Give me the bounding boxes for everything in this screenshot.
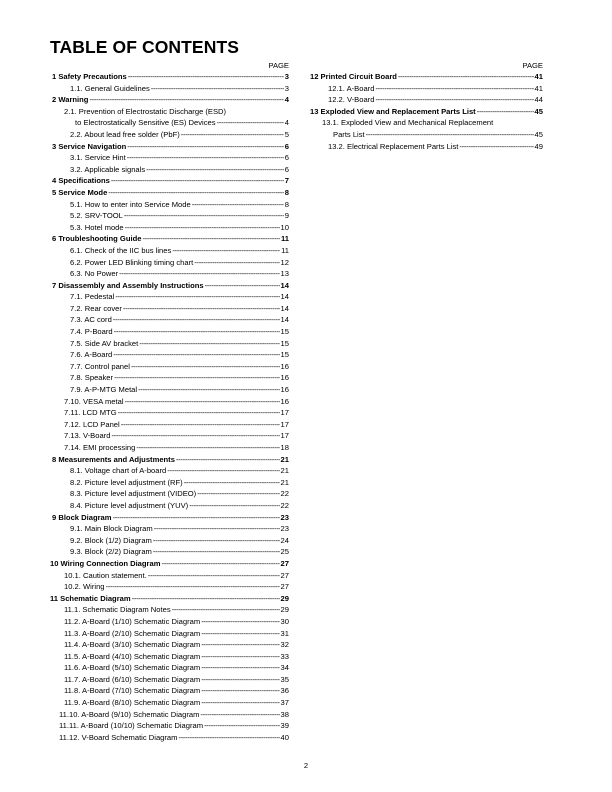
dot-leader xyxy=(178,732,279,744)
dot-leader xyxy=(131,361,280,373)
toc-entry[interactable] xyxy=(50,361,289,373)
toc-entry[interactable] xyxy=(50,222,289,234)
dot-leader xyxy=(127,141,283,153)
toc-entry-title: 6.3. No Power xyxy=(70,269,119,279)
toc-entry-title: 7.9. A-P-MTG Metal xyxy=(70,385,138,395)
toc-entry-title: 3 Service Navigation xyxy=(52,141,127,151)
toc-section-entry[interactable] xyxy=(50,71,289,83)
toc-entry-page: 17 xyxy=(280,408,289,418)
toc-entry-page: 39 xyxy=(280,721,289,731)
toc-entry-page: 37 xyxy=(280,698,289,708)
dot-leader xyxy=(205,280,280,292)
dot-leader xyxy=(124,210,284,222)
toc-entry[interactable] xyxy=(308,141,543,153)
toc-entry[interactable] xyxy=(50,199,289,211)
toc-entry-page: 6 xyxy=(284,164,289,174)
toc-entry[interactable] xyxy=(50,106,289,129)
toc-entry-title: 6.1. Check of the IIC bus lines xyxy=(70,245,172,255)
toc-entry-page: 23 xyxy=(280,512,289,522)
toc-entry-page: 41 xyxy=(534,72,543,81)
toc-entry[interactable] xyxy=(50,720,289,732)
dot-leader xyxy=(148,570,280,582)
toc-entry[interactable] xyxy=(50,384,289,396)
toc-entry-title: 12 Printed Circuit Board xyxy=(310,72,397,81)
toc-entry-title: 7.1. Pedestal xyxy=(70,292,115,302)
toc-entry-page: 4 xyxy=(284,118,289,128)
toc-entry-page: 14 xyxy=(280,303,289,313)
toc-entry[interactable] xyxy=(50,465,289,477)
toc-entry[interactable] xyxy=(50,291,289,303)
toc-entry-title: 8.1. Voltage chart of A-board xyxy=(70,466,167,476)
dot-leader xyxy=(111,175,284,187)
toc-entry-title: 6 Troubleshooting Guide xyxy=(52,234,142,244)
dot-leader xyxy=(201,616,279,628)
dot-leader xyxy=(201,674,279,686)
dot-leader xyxy=(197,488,279,500)
toc-entry[interactable] xyxy=(50,674,289,686)
toc-entry-title: 13.2. Electrical Replacement Parts List xyxy=(328,141,459,151)
toc-entry-page: 12 xyxy=(280,257,289,267)
toc-entry[interactable] xyxy=(50,651,289,663)
toc-entry-title: 11.10. A-Board (9/10) Schematic Diagram xyxy=(59,709,200,719)
page-column-header: PAGE xyxy=(268,61,289,70)
toc-entry-page: 22 xyxy=(280,489,289,499)
toc-entry[interactable] xyxy=(50,326,289,338)
toc-entry[interactable] xyxy=(50,500,289,512)
toc-entry-title: 10 Wiring Connection Diagram xyxy=(50,558,161,568)
toc-entry-page: 34 xyxy=(280,663,289,673)
toc-entry-page: 49 xyxy=(534,141,543,151)
toc-entry-page: 40 xyxy=(280,732,289,742)
toc-entry[interactable] xyxy=(50,477,289,489)
toc-entry-title: 11.3. A-Board (2/10) Schematic Diagram xyxy=(64,628,201,638)
toc-section-entry[interactable] xyxy=(50,175,289,187)
toc-entry-page: 16 xyxy=(280,396,289,406)
dot-leader xyxy=(167,465,279,477)
toc-entry-title: 11.9. A-Board (8/10) Schematic Diagram xyxy=(64,698,201,708)
toc-entry-title: 11.4. A-Board (3/10) Schematic Diagram xyxy=(64,640,201,650)
toc-entry[interactable] xyxy=(50,697,289,709)
toc-entry[interactable] xyxy=(50,164,289,176)
toc-entry-page: 45 xyxy=(534,129,543,139)
toc-entry-page: 29 xyxy=(280,593,289,603)
toc-entry-page: 32 xyxy=(280,640,289,650)
toc-entry-page: 16 xyxy=(280,373,289,383)
toc-entry-title: 8.4. Picture level adjustment (YUV) xyxy=(70,500,189,510)
dot-leader xyxy=(125,222,280,234)
toc-entry-title: 10.2. Wiring xyxy=(64,582,105,592)
toc-entry-page: 3 xyxy=(284,83,289,93)
toc-entry[interactable] xyxy=(50,396,289,408)
toc-entry[interactable] xyxy=(50,685,289,697)
dot-leader xyxy=(125,396,280,408)
dot-leader xyxy=(128,71,284,83)
toc-entry-page: 17 xyxy=(280,431,289,441)
toc-entry[interactable] xyxy=(50,535,289,547)
toc-entry-title: 2.1. Prevention of Electrostatic Discharge (ESD) xyxy=(64,106,227,116)
dot-leader xyxy=(201,628,279,640)
dot-leader xyxy=(153,546,280,558)
toc-entry-page: 45 xyxy=(534,106,543,116)
toc-entry-title: 9 Block Diagram xyxy=(52,512,112,522)
dot-leader xyxy=(375,83,533,95)
toc-section-entry[interactable] xyxy=(308,71,543,83)
toc-entry-title: 11.7. A-Board (6/10) Schematic Diagram xyxy=(64,674,201,684)
toc-entry-title: 13 Exploded View and Replacement Parts List xyxy=(310,106,476,116)
toc-entry[interactable] xyxy=(50,628,289,640)
dot-leader xyxy=(132,593,280,605)
dot-leader xyxy=(113,349,279,361)
toc-entry[interactable] xyxy=(50,152,289,164)
toc-entry[interactable] xyxy=(50,407,289,419)
toc-entry[interactable] xyxy=(50,546,289,558)
toc-entry-page: 41 xyxy=(534,83,543,93)
toc-entry[interactable] xyxy=(50,83,289,95)
dot-leader xyxy=(136,442,279,454)
toc-entry-page: 15 xyxy=(280,338,289,348)
toc-section-entry[interactable] xyxy=(308,106,543,118)
dot-leader xyxy=(459,141,533,153)
toc-entry-title: 7.6. A-Board xyxy=(70,350,113,360)
dot-leader xyxy=(108,187,283,199)
toc-entry-page: 21 xyxy=(280,477,289,487)
toc-entry-page: 16 xyxy=(280,361,289,371)
toc-entry-title: 8.2. Picture level adjustment (RF) xyxy=(70,477,183,487)
toc-entry-title: 5 Service Mode xyxy=(52,187,108,197)
dot-leader xyxy=(217,117,284,129)
toc-entry-title: 1.1. General Guidelines xyxy=(70,83,150,93)
toc-entry-title: 7.12. LCD Panel xyxy=(64,419,120,429)
toc-entry-page: 4 xyxy=(284,95,289,105)
toc-entry[interactable] xyxy=(50,662,289,674)
toc-entry-page: 13 xyxy=(280,269,289,279)
toc-entry-page: 6 xyxy=(284,141,289,151)
toc-entry[interactable] xyxy=(50,732,289,744)
toc-entry-page: 8 xyxy=(284,199,289,209)
toc-entry-page: 33 xyxy=(280,651,289,661)
toc-entry-page: 14 xyxy=(280,280,289,290)
dot-leader xyxy=(176,454,280,466)
toc-entry[interactable] xyxy=(50,245,289,257)
toc-entry-title: 6.2. Power LED Blinking timing chart xyxy=(70,257,194,267)
dot-leader xyxy=(151,83,284,95)
toc-entry-page: 14 xyxy=(280,292,289,302)
dot-leader xyxy=(204,720,279,732)
toc-entry-page: 5 xyxy=(284,129,289,139)
dot-leader xyxy=(189,500,279,512)
toc-entry-page: 25 xyxy=(280,547,289,557)
toc-entry-page: 44 xyxy=(534,95,543,105)
dot-leader xyxy=(194,257,279,269)
dot-leader xyxy=(153,535,280,547)
toc-entry-page: 21 xyxy=(280,454,289,464)
toc-entry-title: 13.1. Exploded View and Mechanical Replacement xyxy=(322,118,494,128)
toc-list xyxy=(50,71,289,743)
toc-entry-title: 11.1. Schematic Diagram Notes xyxy=(64,605,171,615)
dot-leader xyxy=(477,106,534,118)
toc-entry[interactable] xyxy=(308,83,543,95)
dot-leader xyxy=(201,685,279,697)
dot-leader xyxy=(111,430,279,442)
dot-leader xyxy=(200,709,279,721)
toc-entry-title: 7.4. P-Board xyxy=(70,327,113,337)
dot-leader xyxy=(113,314,280,326)
toc-entry-page: 27 xyxy=(280,582,289,592)
toc-entry[interactable] xyxy=(50,581,289,593)
toc-entry-page: 31 xyxy=(280,628,289,638)
toc-left-column xyxy=(50,60,289,743)
dot-leader xyxy=(201,651,279,663)
dot-leader xyxy=(113,512,280,524)
toc-entry[interactable] xyxy=(50,372,289,384)
toc-entry-title: 7.14. EMI processing xyxy=(64,443,136,452)
dot-leader xyxy=(375,94,533,106)
toc-entry[interactable] xyxy=(50,616,289,628)
toc-entry-title: 2 Warning xyxy=(52,95,89,105)
toc-entry-title: 9.2. Block (1/2) Diagram xyxy=(70,535,152,545)
toc-entry-page: 11 xyxy=(281,245,289,255)
dot-leader xyxy=(184,477,280,489)
toc-entry-title: 3.1. Service Hint xyxy=(70,153,126,163)
dot-leader xyxy=(146,164,284,176)
toc-entry[interactable] xyxy=(50,303,289,315)
toc-entry-page: 7 xyxy=(284,176,289,186)
toc-section-entry[interactable] xyxy=(50,593,289,605)
toc-section-entry[interactable] xyxy=(50,280,289,292)
toc-entry[interactable] xyxy=(50,338,289,350)
toc-entry-title: 7.7. Control panel xyxy=(70,361,130,371)
dot-leader xyxy=(89,94,283,106)
toc-entry-title: 10.1. Caution statement. xyxy=(64,570,147,580)
toc-entry-title: 7.11. LCD MTG xyxy=(64,408,117,418)
page-title: TABLE OF CONTENTS xyxy=(50,37,240,57)
dot-leader xyxy=(201,697,279,709)
toc-entry-title: 11.11. A-Board (10/10) Schematic Diagram xyxy=(59,721,204,731)
dot-leader xyxy=(366,129,534,141)
toc-entry-title: 11 Schematic Diagram xyxy=(50,593,131,603)
toc-entry-page: 27 xyxy=(280,570,289,580)
toc-entry-title: 12.2. V-Board xyxy=(328,95,375,105)
toc-entry-title: Parts List xyxy=(333,129,365,139)
dot-leader xyxy=(118,407,280,419)
toc-entry[interactable] xyxy=(50,349,289,361)
toc-section-entry[interactable] xyxy=(50,187,289,199)
toc-entry-title: 7 Disassembly and Assembly Instructions xyxy=(52,280,204,290)
toc-entry-page: 17 xyxy=(280,419,289,429)
dot-leader xyxy=(161,558,279,570)
dot-leader xyxy=(192,199,284,211)
toc-entry-title: 7.13. V-Board xyxy=(64,431,111,441)
toc-entry[interactable] xyxy=(50,639,289,651)
toc-entry[interactable] xyxy=(50,430,289,442)
toc-entry-title: 9.1. Main Block Diagram xyxy=(70,524,153,534)
toc-entry-title: 8.3. Picture level adjustment (VIDEO) xyxy=(70,489,197,499)
toc-section-entry[interactable] xyxy=(50,233,289,245)
toc-entry-page: 23 xyxy=(280,524,289,534)
toc-entry-title: 7.5. Side AV bracket xyxy=(70,338,139,348)
toc-entry-page: 24 xyxy=(280,535,289,545)
toc-entry-title: 11.12. V-Board Schematic Diagram xyxy=(59,732,178,742)
toc-entry-title: 5.2. SRV-TOOL xyxy=(70,211,123,221)
dot-leader xyxy=(106,581,280,593)
toc-entry[interactable] xyxy=(50,442,289,454)
toc-entry-page: 10 xyxy=(280,222,289,232)
dot-leader xyxy=(154,523,280,535)
dot-leader xyxy=(139,338,279,350)
dot-leader xyxy=(119,268,279,280)
toc-entry-page: 18 xyxy=(280,443,289,452)
toc-entry-page: 11 xyxy=(280,234,289,244)
toc-entry[interactable] xyxy=(50,570,289,582)
toc-entry-title: 11.2. A-Board (1/10) Schematic Diagram xyxy=(64,616,201,626)
toc-entry-title: 11.6. A-Board (5/10) Schematic Diagram xyxy=(64,663,201,673)
toc-entry[interactable] xyxy=(50,709,289,721)
toc-entry-page: 30 xyxy=(280,616,289,626)
toc-entry-page: 38 xyxy=(280,709,289,719)
toc-entry-page: 22 xyxy=(280,500,289,510)
dot-leader xyxy=(201,639,279,651)
toc-entry-title: 11.8. A-Board (7/10) Schematic Diagram xyxy=(64,686,201,696)
toc-section-entry[interactable] xyxy=(50,558,289,570)
dot-leader xyxy=(115,291,279,303)
toc-entry[interactable] xyxy=(50,604,289,616)
toc-entry-title: 7.3. AC cord xyxy=(70,315,112,325)
toc-entry-page: 15 xyxy=(280,327,289,337)
dot-leader xyxy=(121,419,280,431)
toc-entry-page: 9 xyxy=(284,211,289,221)
toc-entry-page: 27 xyxy=(280,558,289,568)
toc-entry-page: 8 xyxy=(284,187,289,197)
toc-entry-title: 9.3. Block (2/2) Diagram xyxy=(70,547,152,557)
toc-right-column xyxy=(308,60,543,152)
toc-entry[interactable] xyxy=(50,419,289,431)
dot-leader xyxy=(142,233,280,245)
toc-entry-page: 15 xyxy=(280,350,289,360)
dot-leader xyxy=(398,71,534,83)
dot-leader xyxy=(181,129,284,141)
dot-leader xyxy=(127,152,284,164)
toc-entry[interactable] xyxy=(308,94,543,106)
page-column-header: PAGE xyxy=(522,61,543,70)
toc-entry[interactable] xyxy=(50,314,289,326)
toc-entry[interactable] xyxy=(50,210,289,222)
toc-entry-title: 7.8. Speaker xyxy=(70,373,114,383)
dot-leader xyxy=(172,604,280,616)
dot-leader xyxy=(201,662,279,674)
toc-entry-title: 12.1. A-Board xyxy=(328,83,375,93)
toc-entry-page: 36 xyxy=(280,686,289,696)
toc-entry-page: 35 xyxy=(280,674,289,684)
dot-leader xyxy=(114,326,280,338)
toc-entry-page: 6 xyxy=(284,153,289,163)
toc-entry-title: to Electrostatically Sensitive (ES) Devices xyxy=(75,118,216,128)
toc-entry-title: 8 Measurements and Adjustments xyxy=(52,454,175,464)
toc-entry-title: 5.3. Hotel mode xyxy=(70,222,124,232)
toc-entry-title: 1 Safety Precautions xyxy=(52,72,127,81)
toc-entry[interactable] xyxy=(50,129,289,141)
toc-entry-title: 3.2. Applicable signals xyxy=(70,164,146,174)
toc-entry-title: 11.5. A-Board (4/10) Schematic Diagram xyxy=(64,651,201,661)
toc-section-entry[interactable] xyxy=(50,94,289,106)
toc-entry[interactable] xyxy=(50,257,289,269)
toc-section-entry[interactable] xyxy=(50,141,289,153)
toc-entry-page: 16 xyxy=(280,385,289,395)
toc-section-entry[interactable] xyxy=(50,512,289,524)
toc-section-entry[interactable] xyxy=(50,454,289,466)
toc-entry-title: 4 Specifications xyxy=(52,176,110,186)
toc-entry-title: 7.10. VESA metal xyxy=(64,396,124,406)
dot-leader xyxy=(114,372,279,384)
dot-leader xyxy=(172,245,280,257)
toc-entry-page: 21 xyxy=(280,466,289,476)
toc-entry-page: 29 xyxy=(280,605,289,615)
toc-entry-page: 14 xyxy=(280,315,289,325)
page-number: 2 xyxy=(303,761,309,770)
dot-leader xyxy=(123,303,280,315)
toc-entry[interactable] xyxy=(50,523,289,535)
toc-entry-title: 7.2. Rear cover xyxy=(70,303,122,313)
toc-entry-page: 3 xyxy=(284,72,289,81)
dot-leader xyxy=(138,384,279,396)
toc-entry[interactable] xyxy=(308,117,543,140)
toc-entry[interactable] xyxy=(50,268,289,280)
toc-entry-title: 5.1. How to enter into Service Mode xyxy=(70,199,191,209)
toc-list xyxy=(308,71,543,152)
toc-entry[interactable] xyxy=(50,488,289,500)
toc-entry-title: 2.2. About lead free solder (PbF) xyxy=(70,129,180,139)
